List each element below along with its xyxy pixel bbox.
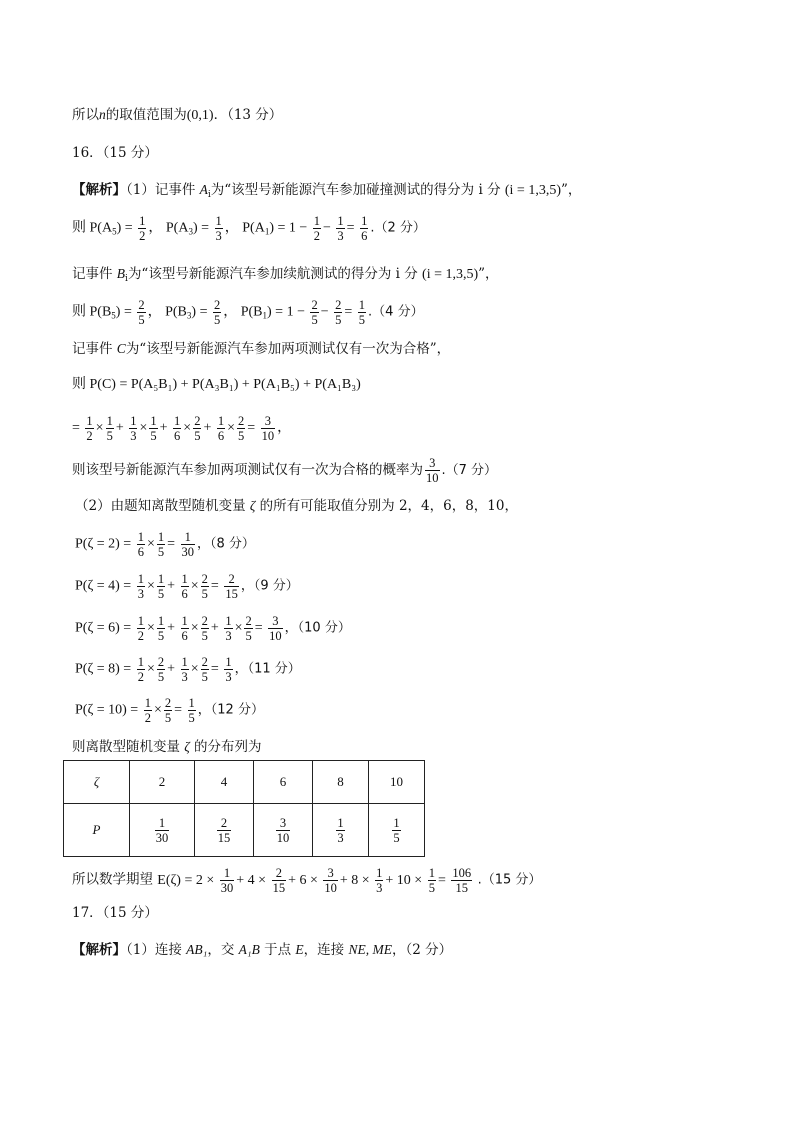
distribution-intro: 则离散型随机变量 ζ 的分布列为: [72, 739, 262, 755]
fraction: $\frac{1}{2}$: [139, 214, 146, 243]
event-c-definition: 记事件 C为“该型号新能源汽车参加两项测试仅有一次为合格”，: [72, 341, 451, 357]
fraction: $\frac{2}{5}$: [213, 298, 221, 327]
question-16-heading: 16．（15 分）: [72, 145, 158, 161]
fraction: $\frac{2}{5}$: [335, 298, 342, 327]
fraction: $\frac{3}{10}$: [426, 456, 439, 485]
equation-prob-c-expansion: = $\frac{1}{2}$ × $\frac{1}{5}$ + $\frac{1}{3}$ × $\frac{1}{5}$ + $\frac{1}{6}$ × $\frac{2}{5}$ + $\frac{1}{6}$ × $\frac{2}{5}$ = $\frac{3}{10}$ ，: [72, 414, 292, 443]
fraction: $\frac{2}{5}$: [311, 298, 318, 327]
fraction: $\frac{1}{3}$: [215, 214, 222, 243]
equation-prob-a: 则 $P(A_5)$ = $\frac{1}{2}$ ， $P(A_3)$ = $\frac{1}{3}$ ， $P(A_1) = 1$ − $\frac{1}{2}$ − $\frac{1}{3}$ = $\frac{1}{6}$ .（2 分）: [72, 214, 426, 243]
text-line-range: 所以n的取值范围为(0,1)．（13 分）: [72, 107, 283, 123]
event-a-definition: 【解析】（1）记事件 $A_i$为“该型号新能源汽车参加碰撞测试的得分为 i 分 (i = 1,3,5)”，: [72, 182, 582, 200]
fraction: $\frac{2}{5}$: [138, 298, 145, 327]
equation-zeta-10: P(ζ = 10) = $\frac{1}{2}$ × $\frac{2}{5}$ = $\frac{1}{5}$ ，（12 分）: [75, 696, 264, 725]
equation-zeta-6: P(ζ = 6) = $\frac{1}{2}$ × $\frac{1}{5}$ + $\frac{1}{6}$ × $\frac{2}{5}$ + $\frac{1}{3}$ × $\frac{2}{5}$ = $\frac{3}{10}$ ，（10 分）: [75, 614, 351, 643]
event-b-definition: 记事件 $B_i$为“该型号新能源汽车参加续航测试的得分为 i 分 (i = 1,3,5)”，: [72, 266, 499, 284]
equation-zeta-2: P(ζ = 2) = $\frac{1}{6}$ × $\frac{1}{5}$ = $\frac{1}{30}$ ，（8 分）: [75, 530, 255, 559]
expectation-line: 所以数学期望 E(ζ) = 2 × $\frac{1}{30}$ + 4 × $\frac{2}{15}$ + 6 × $\frac{3}{10}$ + 8 × $\frac{1}{3}$ + 10 × $\frac{1}{5}$ = $\frac{106}{15}$ .（15 分）: [72, 866, 542, 895]
equation-zeta-8: P(ζ = 8) = $\frac{1}{2}$ × $\frac{2}{5}$ + $\frac{1}{3}$ × $\frac{2}{5}$ = $\frac{1}{3}$ ，（11 分）: [75, 655, 301, 684]
question-17-heading: 17．（15 分）: [72, 905, 158, 921]
equation-prob-b: 则 $P(B_5)$ = $\frac{2}{5}$ ， $P(B_3)$ = $\frac{2}{5}$ ， $P(B_1) = 1$ − $\frac{2}{5}$ − $\frac{2}{5}$ = $\frac{1}{5}$ .（4 分）: [72, 298, 424, 327]
fraction: $\frac{1}{2}$: [313, 214, 321, 243]
fraction: $\frac{1}{6}$: [361, 214, 368, 243]
fraction: $\frac{1}{3}$: [337, 214, 344, 243]
part-2-intro: （2）由题知离散型随机变量 ζ 的所有可能取值分别为 2，4，6，8，10，: [75, 498, 518, 514]
fraction: $\frac{1}{5}$: [358, 298, 366, 327]
distribution-table: [63, 760, 425, 857]
equation-prob-c: 则 P(C) = P(A₅B₁) + P(A₃B₁) + P(A₁B₅) + P(A₁B₃): [72, 377, 361, 392]
question-17-part-1: 【解析】（1）连接 AB₁，交 A₁B 于点 E，连接 NE, ME，（2 分）: [72, 942, 453, 958]
table-row: ζ 2 4 6 8 10: [64, 761, 425, 804]
table-row: P $\frac{1}{30}$ $\frac{2}{15}$ $\frac{3}{10}$ $\frac{1}{3}$ $\frac{1}{5}$: [64, 804, 425, 857]
prob-c-conclusion: 则该型号新能源汽车参加两项测试仅有一次为合格的概率为 $\frac{3}{10}$ .（7 分）: [72, 456, 498, 485]
equation-zeta-4: P(ζ = 4) = $\frac{1}{3}$ × $\frac{1}{5}$ + $\frac{1}{6}$ × $\frac{2}{5}$ = $\frac{2}{15}$ ，（9 分）: [75, 572, 299, 601]
